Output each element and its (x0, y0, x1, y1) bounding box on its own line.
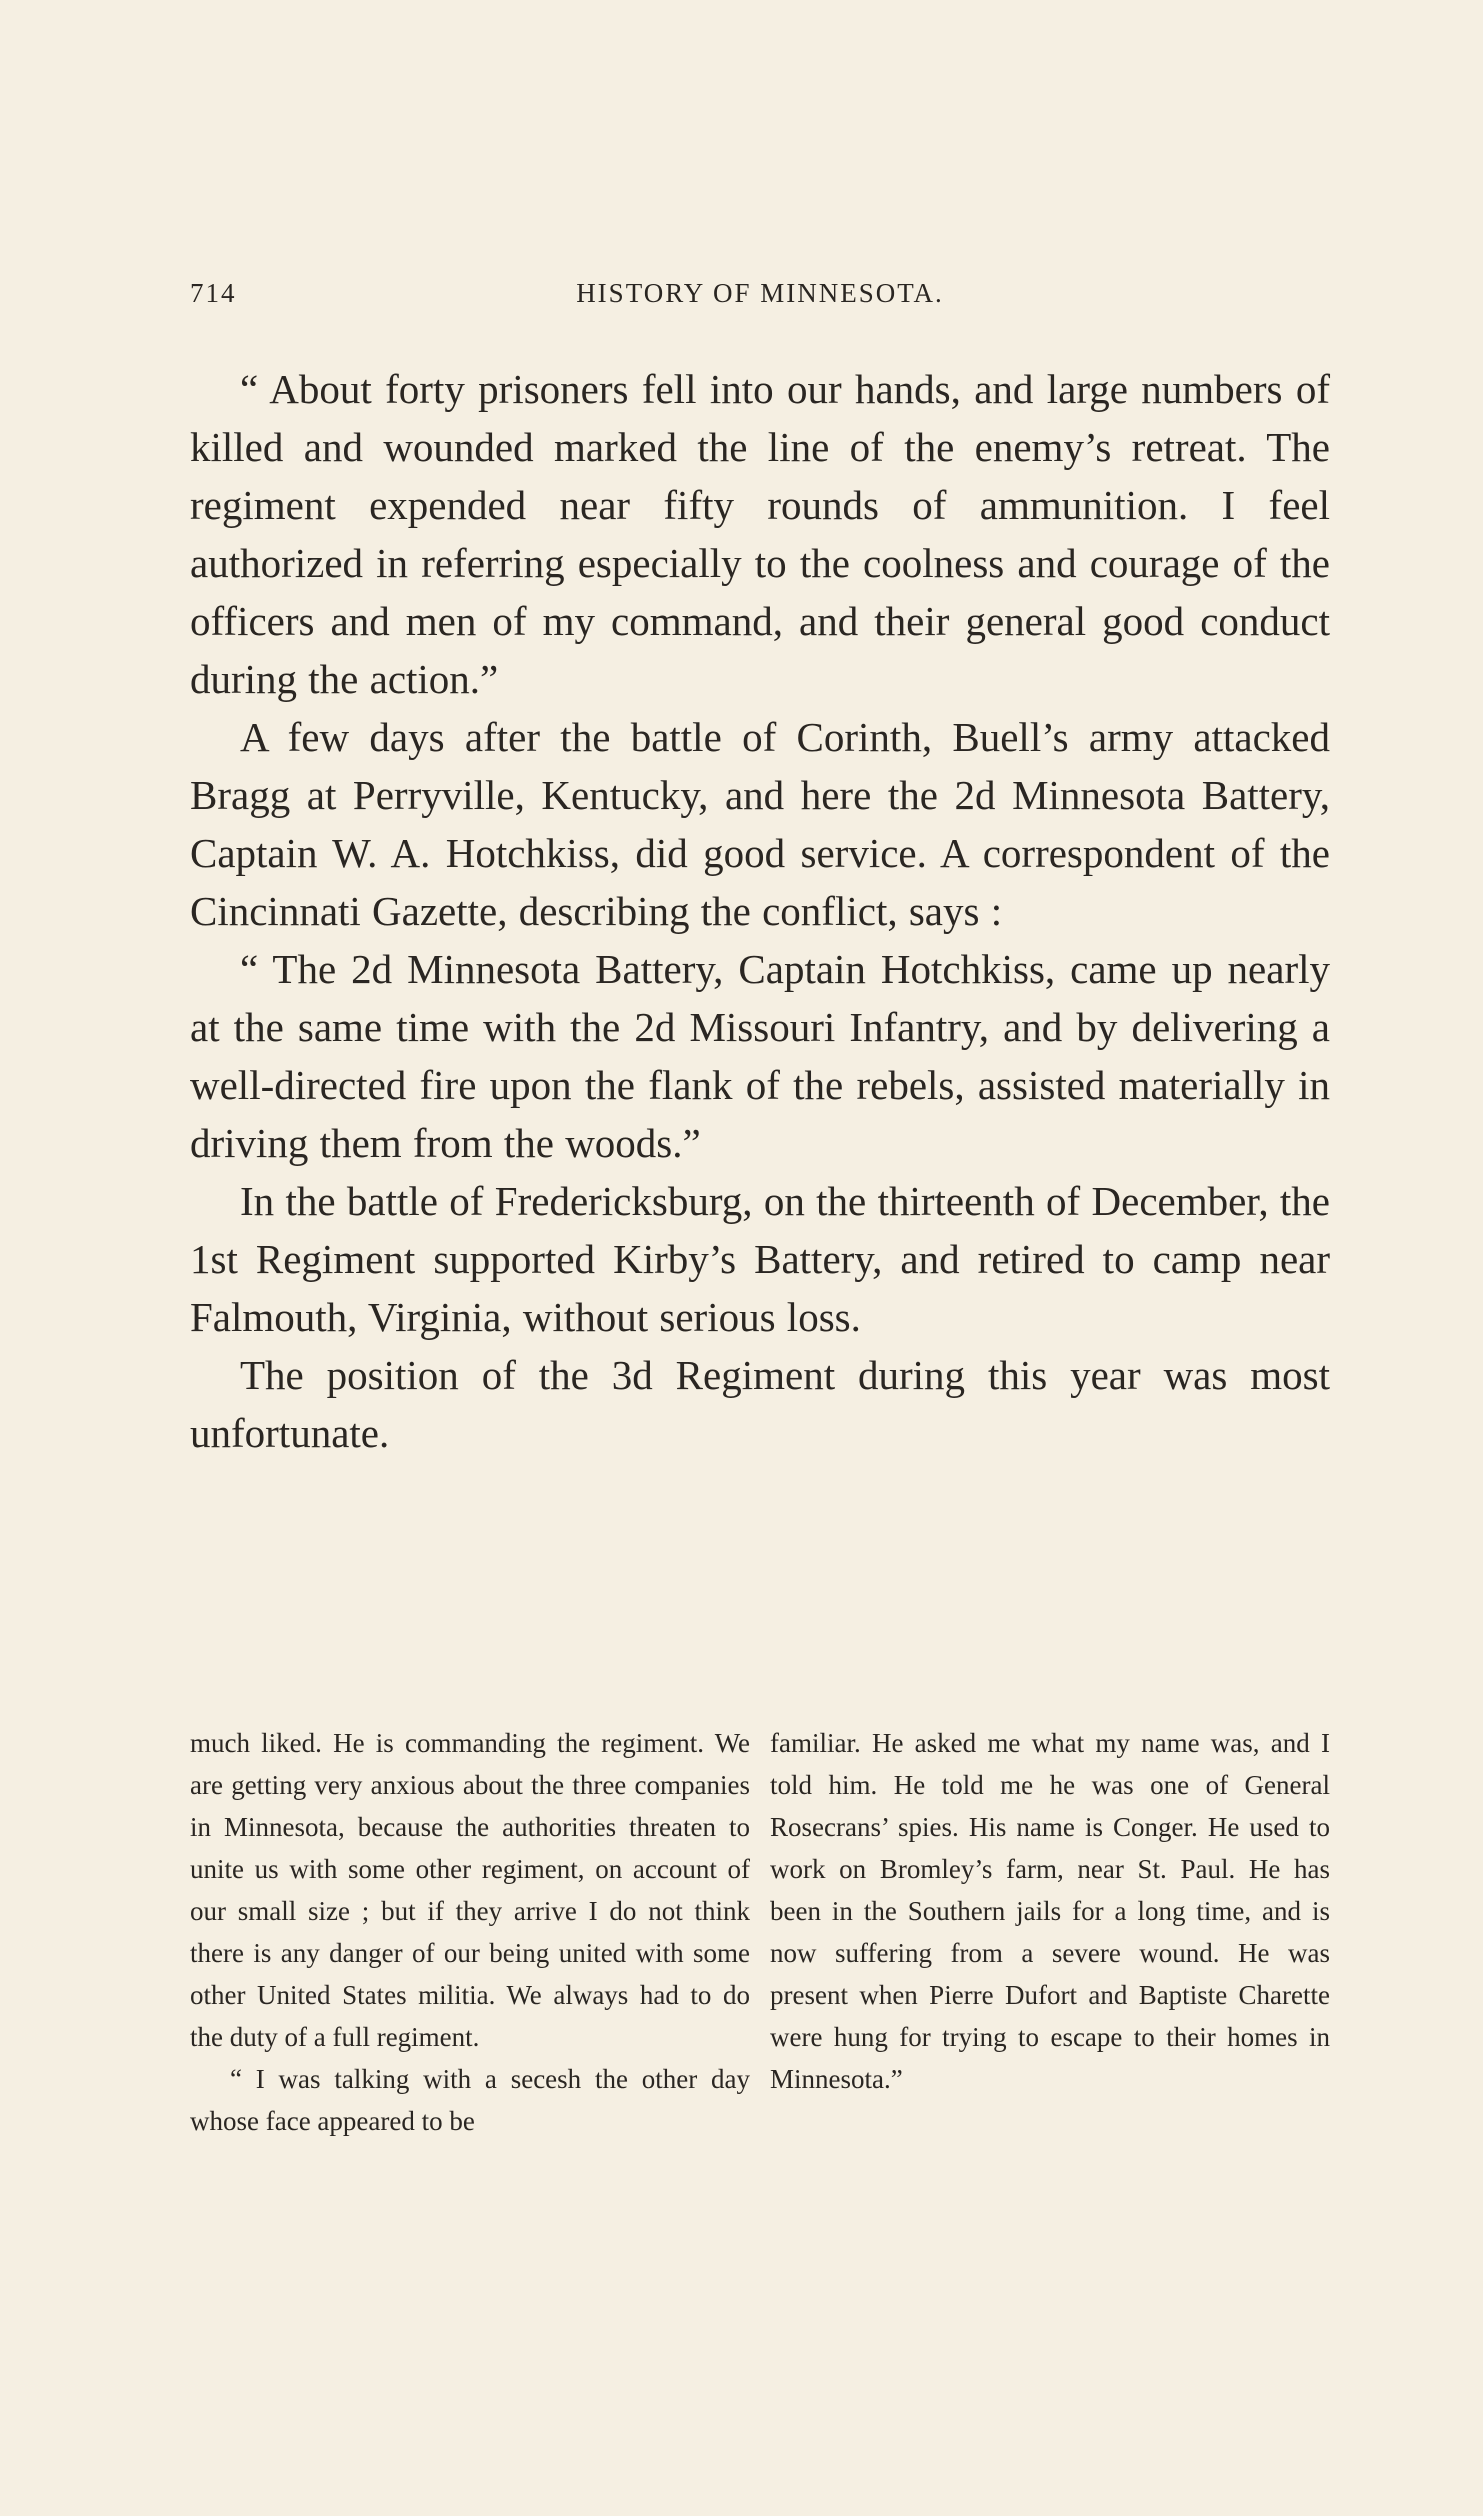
body-paragraph: The position of the 3d Regiment during this year was most unfortunate. (190, 1352, 1330, 1456)
footnote-column-left (190, 1722, 750, 2142)
body-paragraph: In the battle of Fredericksburg, on the thirteenth of December, the 1st Regiment supported Kirby’s Battery, and retired to camp near Falmouth, Virginia, without serious loss. (190, 1178, 1330, 1340)
running-head (190, 278, 1330, 318)
footnote-paragraph: much liked. He is commanding the regiment. We are getting very anxious about the three companies in Minnesota, because the authorities threaten to unite us with some other regiment, on account of our small size ; but if they arrive I do not think there is any danger of our being united with some other United States militia. We always had to do the duty of a full regiment. (190, 1728, 750, 2052)
main-body-text (190, 360, 1330, 1462)
body-paragraph: “ The 2d Minnesota Battery, Captain Hotchkiss, came up nearly at the same time with the 2d Missouri Infantry, and by delivering a well-directed fire upon the flank of the rebels, assisted materially in driving them from the woods.” (190, 946, 1330, 1166)
footnote-section (190, 1722, 1330, 2142)
footnote-paragraph: “ I was talking with a secesh the other day whose face appeared to be (190, 2064, 750, 2136)
page-number: 714 (190, 278, 237, 308)
running-title: HISTORY OF MINNESOTA. (576, 278, 944, 308)
footnote-column-right (770, 1722, 1330, 2142)
body-paragraph: A few days after the battle of Corinth, Buell’s army attacked Bragg at Perryville, Kentucky, and here the 2d Minnesota Battery, Captain W. A. Hotchkiss, did good service. A correspondent of the Cincinnati Gazette, describing the conflict, says : (190, 714, 1330, 934)
footnote-paragraph: familiar. He asked me what my name was, and I told him. He told me he was one of General Rosecrans’ spies. His name is Conger. He used to work on Bromley’s farm, near St. Paul. He has been in the Southern jails for a long time, and is now suffering from a severe wound. He was present when Pierre Dufort and Baptiste Charette were hung for trying to escape to their homes in Minnesota.” (770, 1728, 1330, 2094)
body-paragraph: “ About forty prisoners fell into our hands, and large numbers of killed and wounded marked the line of the enemy’s retreat. The regiment expended near fifty rounds of ammunition. I feel authorized in referring especially to the coolness and courage of the officers and men of my command, and their general good conduct during the action.” (190, 366, 1330, 702)
